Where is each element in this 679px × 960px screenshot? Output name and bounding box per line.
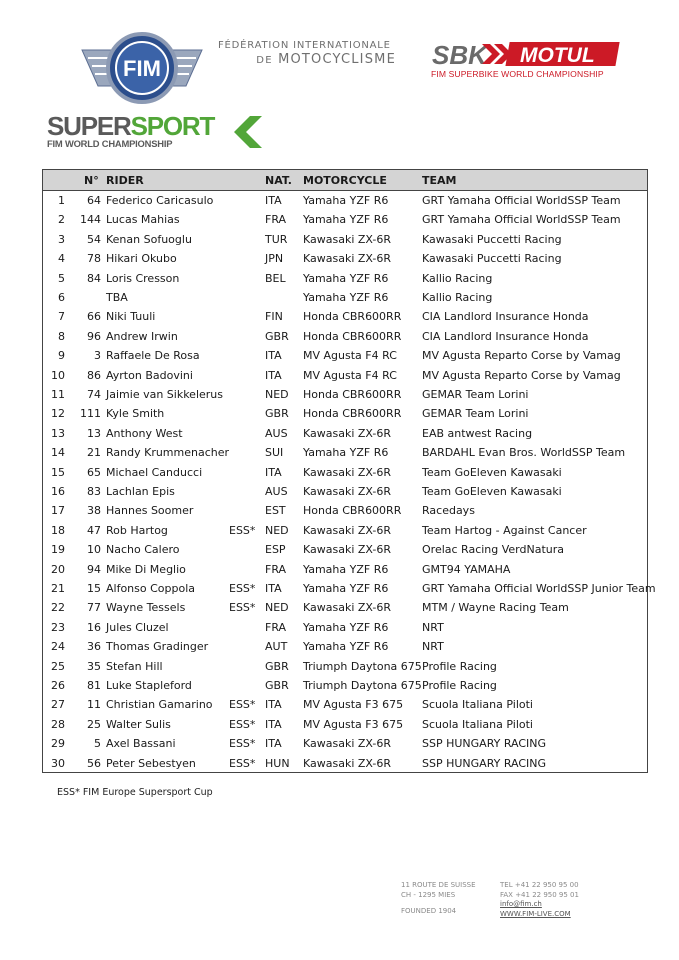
footer-email-link[interactable]: info@fim.ch xyxy=(500,900,542,908)
cell-rider: Michael Canducci xyxy=(106,465,203,479)
table-row xyxy=(43,618,647,637)
cell-position: 29 xyxy=(51,737,65,751)
footer-website-link[interactable]: WWW.FIM-LIVE.COM xyxy=(500,909,571,918)
cell-motorcycle: Kawasaki ZX-6R xyxy=(303,485,392,498)
supersport-wordmark xyxy=(47,113,214,139)
cell-motorcycle: Honda CBR600RR xyxy=(303,388,402,401)
cell-position: 1 xyxy=(58,194,65,207)
footnote-ess: ESS* FIM Europe Supersport Cup xyxy=(57,787,213,798)
cell-number: 3 xyxy=(94,349,101,363)
cell-motorcycle: Honda CBR600RR xyxy=(303,504,402,518)
cell-position: 23 xyxy=(51,620,65,634)
cell-number: 47 xyxy=(87,523,101,537)
cell-number: 65 xyxy=(87,465,101,479)
cell-rider: Nacho Calero xyxy=(106,543,180,557)
cell-motorcycle: Kawasaki ZX-6R xyxy=(303,601,392,615)
cell-rider: Wayne Tessels xyxy=(106,601,186,615)
cell-motorcycle: Yamaha YZF R6 xyxy=(303,291,389,304)
cell-rider: Peter Sebestyen xyxy=(106,756,196,770)
cell-position: 2 xyxy=(58,213,65,227)
cell-number: 144 xyxy=(80,213,101,227)
cell-rider: TBA xyxy=(106,291,128,304)
cell-rider: Loris Cresson xyxy=(106,271,180,285)
cell-rider: Walter Sulis xyxy=(106,717,171,731)
fim-name-motocyclisme: MOTOCYCLISME xyxy=(278,52,396,67)
cell-team: NRT xyxy=(422,640,444,654)
table-row xyxy=(43,443,647,462)
cell-motorcycle: Triumph Daytona 675 xyxy=(303,679,422,692)
cell-position: 17 xyxy=(51,504,65,518)
cell-nationality: AUT xyxy=(265,640,288,654)
cell-team: Kallio Racing xyxy=(422,291,493,304)
cell-nationality: ITA xyxy=(265,368,282,382)
cell-team: MTM / Wayne Racing Team xyxy=(422,601,569,615)
cell-number: 78 xyxy=(87,252,101,266)
cell-rider: Ayrton Badovini xyxy=(106,368,193,382)
cell-team: GMT94 YAMAHA xyxy=(422,562,511,576)
cell-motorcycle: MV Agusta F3 675 xyxy=(303,717,404,731)
cell-rider: Stefan Hill xyxy=(106,659,163,673)
supersport-word-super: SUPER xyxy=(47,111,131,141)
cell-motorcycle: Triumph Daytona 675 xyxy=(303,659,422,673)
cell-rider: Federico Caricasulo xyxy=(106,194,214,207)
cell-nationality: GBR xyxy=(265,329,289,343)
cell-number: 111 xyxy=(80,407,101,421)
cell-number: 94 xyxy=(87,562,101,576)
cell-team: Kallio Racing xyxy=(422,271,493,285)
cell-nationality: GBR xyxy=(265,407,289,421)
table-row xyxy=(43,327,647,346)
cell-number: 66 xyxy=(87,310,101,324)
cell-motorcycle: Yamaha YZF R6 xyxy=(303,446,389,460)
cell-nationality: BEL xyxy=(265,271,286,285)
cell-position: 16 xyxy=(51,485,65,498)
table-row xyxy=(43,210,647,229)
cell-motorcycle: Kawasaki ZX-6R xyxy=(303,252,392,266)
cell-team: GRT Yamaha Official WorldSSP Team xyxy=(422,194,621,207)
cell-number: 15 xyxy=(87,582,101,595)
cell-rider: Hikari Okubo xyxy=(106,252,177,266)
cell-ess-flag: ESS* xyxy=(229,698,256,712)
cell-rider: Jaimie van Sikkelerus xyxy=(106,388,223,401)
cell-motorcycle: Yamaha YZF R6 xyxy=(303,582,389,595)
cell-nationality: ITA xyxy=(265,582,282,595)
table-row xyxy=(43,463,647,482)
cell-rider: Christian Gamarino xyxy=(106,698,213,712)
cell-rider: Thomas Gradinger xyxy=(106,640,209,654)
cell-nationality: SUI xyxy=(265,446,284,460)
cell-rider: Jules Cluzel xyxy=(106,620,169,634)
cell-ess-flag: ESS* xyxy=(229,601,256,615)
cell-nationality: ITA xyxy=(265,737,282,751)
cell-number: 56 xyxy=(87,756,101,770)
cell-nationality: GBR xyxy=(265,659,289,673)
cell-team: Profile Racing xyxy=(422,679,497,692)
table-row xyxy=(43,288,647,307)
cell-team: Racedays xyxy=(422,504,475,518)
cell-position: 18 xyxy=(51,523,65,537)
table-row xyxy=(43,715,647,734)
cell-team: Scuola Italiana Piloti xyxy=(422,717,533,731)
cell-position: 21 xyxy=(51,582,65,595)
footer-contact xyxy=(500,881,579,919)
cell-motorcycle: Kawasaki ZX-6R xyxy=(303,232,392,246)
cell-motorcycle: Yamaha YZF R6 xyxy=(303,620,389,634)
cell-motorcycle: Kawasaki ZX-6R xyxy=(303,465,392,479)
cell-team: Orelac Racing VerdNatura xyxy=(422,543,565,557)
table-row xyxy=(43,307,647,326)
table-row xyxy=(43,560,647,579)
cell-position: 3 xyxy=(58,232,65,246)
cell-rider: Rob Hartog xyxy=(106,523,168,537)
cell-position: 11 xyxy=(51,388,65,401)
cell-position: 28 xyxy=(51,717,65,731)
footer-fax: FAX +41 22 950 95 01 xyxy=(500,890,579,899)
cell-team: Team GoEleven Kawasaki xyxy=(422,465,562,479)
cell-team: Profile Racing xyxy=(422,659,497,673)
cell-team: BARDAHL Evan Bros. WorldSSP Team xyxy=(422,446,626,460)
cell-number: 84 xyxy=(87,271,101,285)
cell-rider: Raffaele De Rosa xyxy=(106,349,200,363)
table-row xyxy=(43,540,647,559)
table-row xyxy=(43,366,647,385)
table-row xyxy=(43,385,647,404)
cell-number: 10 xyxy=(87,543,101,557)
cell-position: 8 xyxy=(58,329,65,343)
cell-position: 4 xyxy=(58,252,65,266)
fim-name-prefix: DE xyxy=(256,55,273,66)
cell-motorcycle: Kawasaki ZX-6R xyxy=(303,543,392,557)
cell-nationality: NED xyxy=(265,601,289,615)
cell-rider: Randy Krummenacher xyxy=(106,446,230,460)
cell-team: GEMAR Team Lorini xyxy=(422,407,529,421)
table-row xyxy=(43,695,647,714)
cell-nationality: FRA xyxy=(265,562,287,576)
cell-rider: Hannes Soomer xyxy=(106,504,194,518)
cell-position: 26 xyxy=(51,679,65,692)
cell-nationality: ESP xyxy=(265,543,286,557)
table-row xyxy=(43,424,647,443)
cell-team: GEMAR Team Lorini xyxy=(422,388,529,401)
cell-motorcycle: MV Agusta F4 RC xyxy=(303,368,397,382)
cell-nationality: ITA xyxy=(265,194,282,207)
cell-nationality: TUR xyxy=(265,232,288,246)
footer-address-line1: 11 ROUTE DE SUISSE xyxy=(401,881,476,889)
cell-nationality: AUS xyxy=(265,485,288,498)
cell-nationality: ITA xyxy=(265,717,282,731)
cell-motorcycle: Yamaha YZF R6 xyxy=(303,194,389,207)
cell-motorcycle: Yamaha YZF R6 xyxy=(303,640,389,654)
cell-motorcycle: Yamaha YZF R6 xyxy=(303,213,389,227)
cell-team: EAB antwest Racing xyxy=(422,426,533,440)
cell-motorcycle: Yamaha YZF R6 xyxy=(303,562,389,576)
table-row xyxy=(43,269,647,288)
table-row xyxy=(43,676,647,695)
cell-motorcycle: Honda CBR600RR xyxy=(303,407,402,421)
cell-position: 13 xyxy=(51,426,65,440)
col-header-nat: NAT. xyxy=(265,174,292,187)
cell-position: 7 xyxy=(58,310,65,324)
cell-rider: Axel Bassani xyxy=(106,737,176,751)
footer-address-line2: CH - 1295 MIES xyxy=(401,890,456,899)
cell-team: Scuola Italiana Piloti xyxy=(422,698,533,712)
entry-list-table xyxy=(42,169,656,773)
table-header xyxy=(43,170,647,191)
cell-nationality: ITA xyxy=(265,698,282,712)
table-row xyxy=(43,346,647,365)
cell-nationality: FRA xyxy=(265,213,287,227)
cell-motorcycle: Kawasaki ZX-6R xyxy=(303,426,392,440)
cell-number: 86 xyxy=(87,368,101,382)
cell-position: 30 xyxy=(51,756,65,770)
cell-number: 83 xyxy=(87,485,101,498)
cell-rider: Luke Stapleford xyxy=(106,679,192,692)
table-row xyxy=(43,230,647,249)
table-row xyxy=(43,191,647,210)
cell-motorcycle: MV Agusta F4 RC xyxy=(303,349,397,363)
col-header-num: N° xyxy=(84,174,99,187)
footer-tel: TEL +41 22 950 95 00 xyxy=(500,881,579,889)
cell-position: 27 xyxy=(51,698,65,712)
cell-team: GRT Yamaha Official WorldSSP Junior Team xyxy=(422,582,656,595)
cell-position: 20 xyxy=(51,562,65,576)
cell-nationality: ITA xyxy=(265,465,282,479)
supersport-logo xyxy=(47,113,214,149)
cell-number: 11 xyxy=(87,698,101,712)
cell-motorcycle: Kawasaki ZX-6R xyxy=(303,737,392,751)
cell-number: 54 xyxy=(87,232,101,246)
cell-number: 77 xyxy=(87,601,101,615)
cell-team: Kawasaki Puccetti Racing xyxy=(422,252,562,266)
cell-number: 13 xyxy=(87,426,101,440)
cell-ess-flag: ESS* xyxy=(229,717,256,731)
cell-motorcycle: Honda CBR600RR xyxy=(303,310,402,324)
cell-ess-flag: ESS* xyxy=(229,582,256,595)
table-row xyxy=(43,579,656,598)
cell-motorcycle: Kawasaki ZX-6R xyxy=(303,523,392,537)
cell-rider: Anthony West xyxy=(106,426,183,440)
cell-position: 14 xyxy=(51,446,65,460)
table-row xyxy=(43,734,647,753)
cell-position: 24 xyxy=(51,640,65,654)
cell-team: Kawasaki Puccetti Racing xyxy=(422,232,562,246)
cell-nationality: NED xyxy=(265,523,289,537)
cell-motorcycle: Yamaha YZF R6 xyxy=(303,271,389,285)
supersport-subtitle: FIM WORLD CHAMPIONSHIP xyxy=(47,138,173,149)
col-header-rider: RIDER xyxy=(106,174,144,187)
cell-number: 38 xyxy=(87,504,101,518)
cell-nationality: FIN xyxy=(265,310,283,324)
cell-position: 22 xyxy=(51,601,65,615)
cell-motorcycle: MV Agusta F3 675 xyxy=(303,698,404,712)
table-row xyxy=(43,521,647,540)
cell-team: CIA Landlord Insurance Honda xyxy=(422,310,589,324)
cell-number: 74 xyxy=(87,388,101,401)
cell-team: Team GoEleven Kawasaki xyxy=(422,485,562,498)
cell-nationality: EST xyxy=(265,504,286,518)
cell-nationality: HUN xyxy=(265,756,290,770)
cell-number: 64 xyxy=(87,194,101,207)
cell-number: 81 xyxy=(87,679,101,692)
col-header-team: TEAM xyxy=(422,174,457,187)
cell-position: 10 xyxy=(51,368,65,382)
cell-rider: Kenan Sofuoglu xyxy=(106,232,192,246)
cell-number: 16 xyxy=(87,620,101,634)
sbk-subtitle: FIM SUPERBIKE WORLD CHAMPIONSHIP xyxy=(431,69,604,79)
col-header-motorcycle: MOTORCYCLE xyxy=(303,174,387,187)
cell-team: MV Agusta Reparto Corse by Vamag xyxy=(422,368,621,382)
fim-name-line1: FÉDÉRATION INTERNATIONALE xyxy=(218,40,391,51)
cell-position: 19 xyxy=(51,543,65,557)
cell-position: 9 xyxy=(58,349,65,363)
cell-position: 25 xyxy=(51,659,65,673)
cell-position: 6 xyxy=(58,291,65,304)
fim-name-line2 xyxy=(212,52,412,67)
cell-rider: Niki Tuuli xyxy=(106,310,156,324)
cell-number: 5 xyxy=(94,737,101,751)
cell-nationality: FRA xyxy=(265,620,287,634)
cell-rider: Andrew Irwin xyxy=(106,329,178,343)
footer-founded: FOUNDED 1904 xyxy=(401,907,457,915)
cell-team: SSP HUNGARY RACING xyxy=(422,756,547,770)
cell-motorcycle: Honda CBR600RR xyxy=(303,329,402,343)
cell-motorcycle: Kawasaki ZX-6R xyxy=(303,756,392,770)
table-row xyxy=(43,249,647,268)
cell-number: 36 xyxy=(87,640,101,654)
cell-position: 15 xyxy=(51,465,65,479)
cell-position: 5 xyxy=(58,271,65,285)
fim-logo xyxy=(78,28,206,106)
supersport-word-sport: SPORT xyxy=(130,111,215,141)
cell-rider: Alfonso Coppola xyxy=(106,582,196,595)
cell-nationality: NED xyxy=(265,388,289,401)
cell-team: MV Agusta Reparto Corse by Vamag xyxy=(422,349,621,363)
cell-rider: Mike Di Meglio xyxy=(106,562,186,576)
footer-address xyxy=(401,881,476,917)
cell-ess-flag: ESS* xyxy=(229,756,256,770)
cell-team: Team Hartog - Against Cancer xyxy=(422,523,587,537)
cell-number: 21 xyxy=(87,446,101,460)
cell-position: 12 xyxy=(51,407,65,421)
cell-number: 35 xyxy=(87,659,101,673)
cell-nationality: JPN xyxy=(265,252,284,266)
motul-text: MOTUL xyxy=(520,44,595,67)
fim-logo-text: FIM xyxy=(123,56,161,81)
cell-rider: Kyle Smith xyxy=(106,407,165,421)
cell-nationality: AUS xyxy=(265,426,288,440)
cell-ess-flag: ESS* xyxy=(229,737,256,751)
cell-team: SSP HUNGARY RACING xyxy=(422,737,547,751)
cell-team: GRT Yamaha Official WorldSSP Team xyxy=(422,213,621,227)
table-row xyxy=(43,637,647,656)
cell-number: 25 xyxy=(87,717,101,731)
fim-name xyxy=(212,40,412,67)
table-row xyxy=(43,754,647,773)
cell-nationality: ITA xyxy=(265,349,282,363)
sbk-text: SBK xyxy=(432,40,487,70)
cell-nationality: GBR xyxy=(265,679,289,692)
table-row xyxy=(43,404,647,423)
supersport-chevron-icon xyxy=(232,114,264,150)
table-row xyxy=(43,482,647,501)
cell-rider: Lucas Mahias xyxy=(106,213,180,227)
cell-ess-flag: ESS* xyxy=(229,523,256,537)
cell-rider: Lachlan Epis xyxy=(106,485,175,498)
cell-number: 96 xyxy=(87,329,101,343)
cell-team: CIA Landlord Insurance Honda xyxy=(422,329,589,343)
table-row xyxy=(43,501,647,520)
table-row xyxy=(43,598,647,617)
table-row xyxy=(43,657,647,676)
cell-team: NRT xyxy=(422,620,444,634)
